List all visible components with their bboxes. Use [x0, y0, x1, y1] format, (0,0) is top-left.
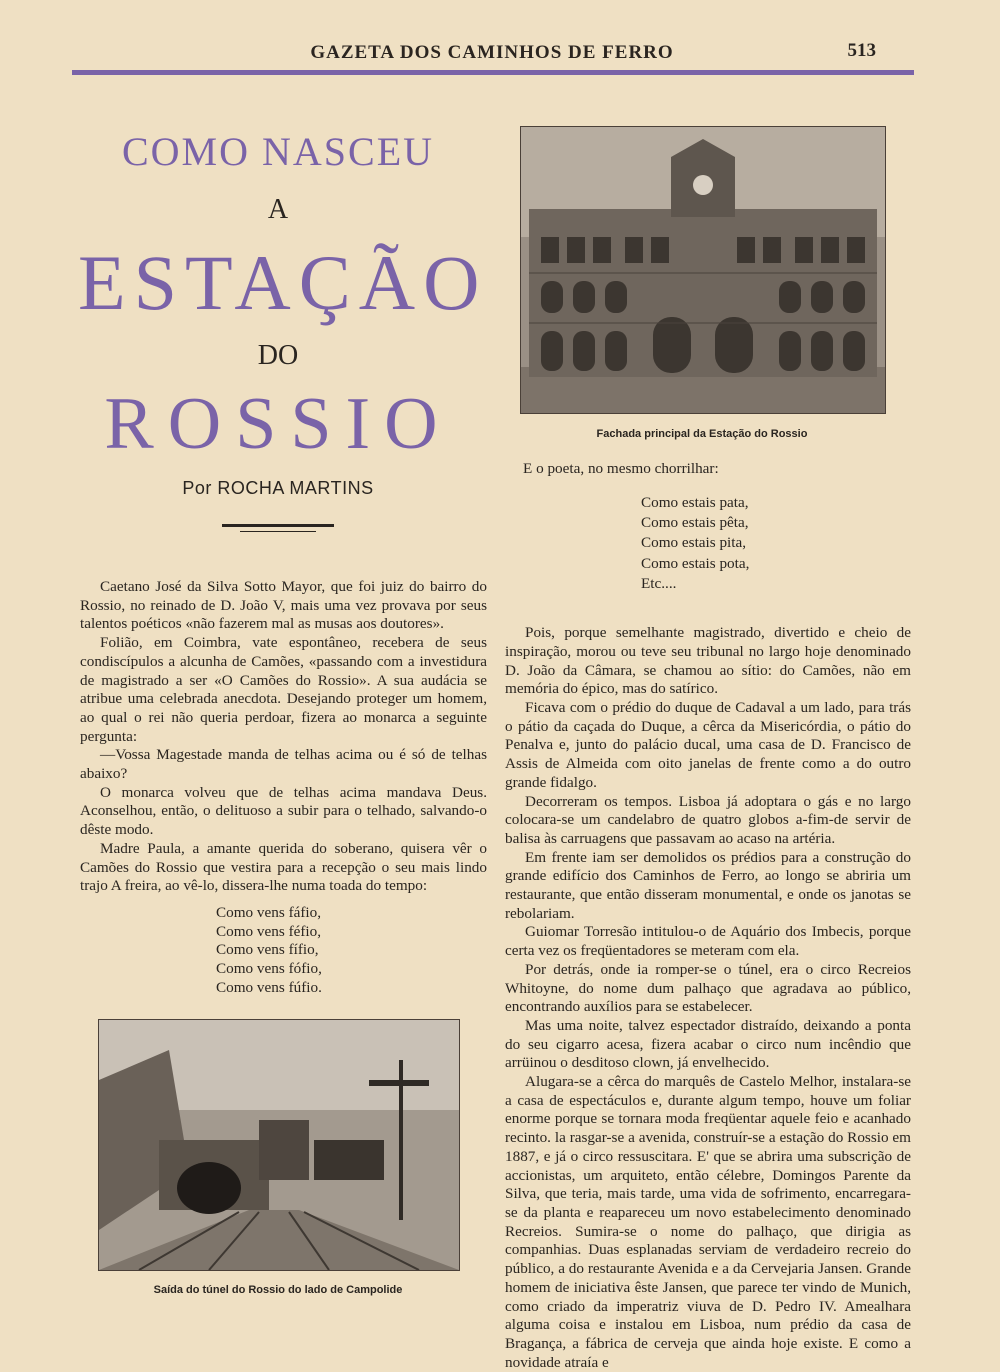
facade-illustration [521, 127, 885, 413]
paragraph: O monarca volveu que de telhas acima mandava Deus. Aconselhou, então, o delituoso a subir para o telhado, salvando-o dêste modo. [80, 783, 487, 839]
publication-title: GAZETA DOS CAMINHOS DE FERRO [310, 42, 674, 63]
station-facade-photo [520, 126, 886, 414]
tunnel-caption: Saída do túnel do Rossio do lado de Campolide [153, 1284, 403, 1296]
verse-line: Como estais pota, [641, 554, 750, 572]
facade-caption: Fachada principal da Estação do Rossio [596, 428, 808, 440]
byline-rule [222, 524, 334, 527]
verse-line: Como vens fúfio. [216, 978, 322, 996]
verse-block [80, 904, 487, 998]
paragraph: Por detrás, onde ia romper-se o túnel, era o circo Recreios Whitoyne, do nome dum palhaço que agradava ao público, encontrando auxílios para se estabelecer. [505, 960, 911, 1016]
verse-block [505, 493, 911, 594]
paragraph: —Vossa Magestade manda de telhas acima ou é só de telhas abaixo? [80, 746, 487, 783]
title-line-2: A [267, 194, 289, 225]
paragraph: Pois, porque semelhante magistrado, divertido e cheio de inspiração, morou ou teve seu tribunal no largo hoje denominado D. João da Câmara, se chamou ao sítio: do Camões, não em memória do épico, mas do satírico. [505, 624, 911, 698]
page-number: 513 [847, 40, 876, 61]
verse-line: Como vens féfio, [216, 922, 322, 940]
title-line-4: DO [257, 340, 299, 371]
paragraph: Guiomar Torresão intitulou-o de Aquário dos Imbecis, porque certa vez os freqüentadores se meteram com ela. [505, 923, 911, 960]
paragraph: Decorreram os tempos. Lisboa já adoptara o gás e no largo colocara-se um candelabro de quatro globos a-fim-de servir de balisa às carruagens que passavam ao acaso na artéria. [505, 792, 911, 847]
tunnel-illustration [99, 1020, 459, 1270]
paragraph: Alugara-se a cêrca do marquês de Castelo Melhor, instalara-se a casa de espectáculos e, durante algum tempo, houve um foliar enorme porque se tornara moda freqüentar aquele feio e acanhado recinto. la rasgar-se a avenida, construír-se a estação do Rossio em 1887, e já o circo ressuscitara. E' que se abrira uma subscrição de accionistas, um arquiteto, então célebre, Domingos Parente da Silva, que teria, mais tarde, uma vida de sofrimento, encarregara-se da planta e reapareceu um novo estabelecimento denominado Recreios. Sumira-se o nome do palhaço, que dirigia as companhias. Duas esplanadas serviam de verdadeiro recreio do público, a do restaurante Avenida e a da Cervejaria Jansen. Grande homem de iniciativa êste Jansen, que parece ter vindo de Munich, como criado da imperatriz viuva de D. Pedro IV. Amealhara alguma coisa e instalou em Lisboa, num prédio da casa de Bragança, a fábrica de cerveja que ainda hoje existe. E como a novidade atraía e [505, 1073, 911, 1371]
left-column [80, 578, 487, 1005]
title-line-5: ROSSIO [104, 383, 452, 465]
verse-line: Como estais pêta, [641, 514, 749, 531]
verse-line: Como vens fífio, [216, 941, 319, 959]
verse-line: Como vens fáfio, [216, 903, 322, 921]
paragraph: Mas uma noite, talvez espectador distraído, deixando a ponta do seu cigarro acesa, fizera acabar o circo num incêndio que arrüinou o desditoso clown, já envelhecido. [505, 1016, 911, 1072]
paragraph: Folião, em Coimbra, vate espontâneo, recebera de seus condiscípulos a alcunha de Camões, «passando com a investidura de magistrado a ser «O Camões do Rossio». A sua audácia se atribue uma celebrada anecdota. Desejando proteger um homem, ao qual o rei não queria perdoar, fizera ao monarca a seguinte pergunta: [80, 634, 487, 745]
paragraph: Madre Paula, a amante querida do soberano, quisera vêr o Camões do Rossio que vestira para a recepção o seu mais lindo trajo A freira, ao vê-lo, dissera-lhe numa toada do tempo: [80, 839, 487, 895]
paragraph: Em frente iam ser demolidos os prédios para a construção do grande edifício dos Caminhos de Ferro, ao longo se abriria um restaurante, que então disseram monumental, e onde os janotas se rebolariam. [505, 848, 911, 922]
verse-line: Como vens fófio, [216, 960, 322, 978]
paragraph: Ficava com o prédio do duque de Cadaval a um lado, para trás o pátio da caçada do Duque, a cêrca da Misericórdia, o pátio do Penalva e, junto do palácio ducal, uma casa de D. Francisco de Assis de Almeida com oito janelas de frente como a do outro grande fidalgo. [505, 699, 911, 791]
verse-line: Etc.... [641, 574, 677, 592]
title-line-3: ESTAÇÃO [78, 239, 488, 326]
right-column [505, 460, 911, 1372]
byline: Por ROCHA MARTINS [182, 478, 374, 498]
verse-intro: E o poeta, no mesmo chorrilhar: [523, 460, 719, 477]
title-line-1: COMO NASCEU [121, 129, 435, 174]
byline-rule-thin [240, 531, 316, 532]
header-rule [72, 70, 914, 75]
tunnel-exit-photo [98, 1019, 460, 1271]
verse-line: Como estais pita, [641, 534, 747, 552]
page-header [72, 40, 912, 68]
paragraph: Caetano José da Silva Sotto Mayor, que foi juiz do bairro do Rossio, no reinado de D. João V, mais uma vez provava por seus talentos poéticos «não fazerem mal as musas aos doutores». [80, 578, 487, 633]
verse-line: Como estais pata, [641, 493, 749, 511]
